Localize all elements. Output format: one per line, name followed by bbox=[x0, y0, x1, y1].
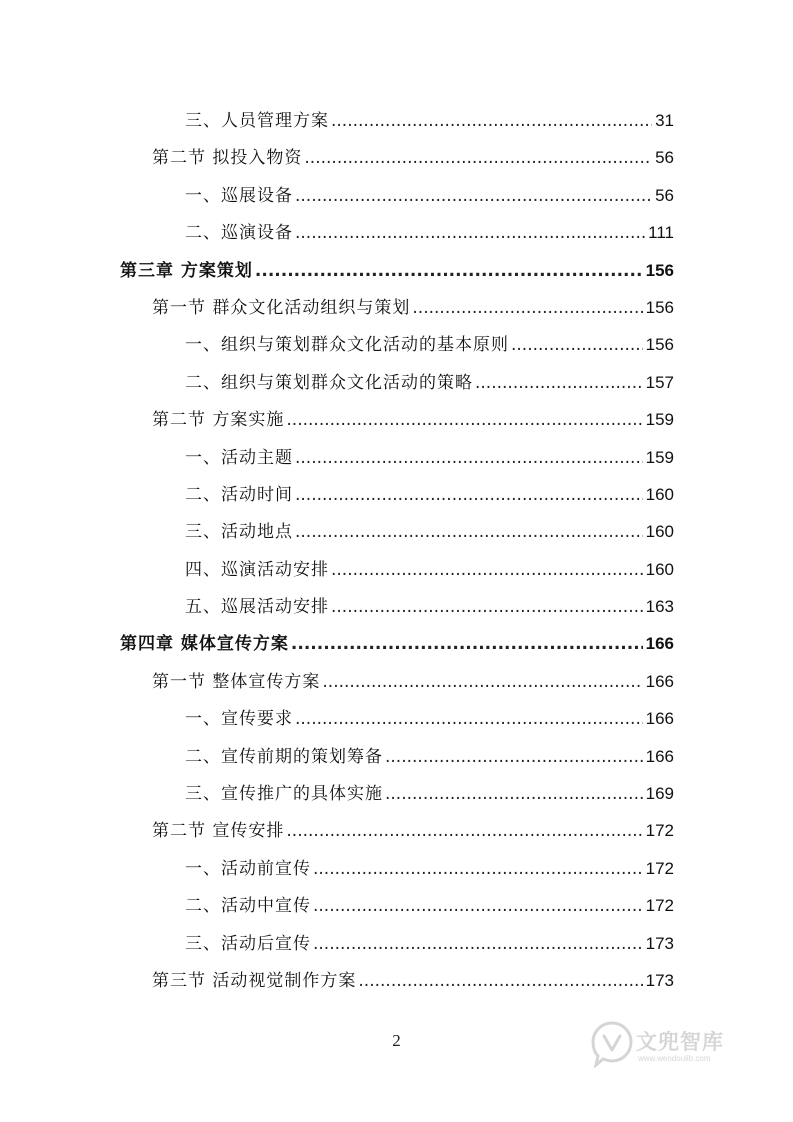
toc-entry-page-number: 160 bbox=[645, 559, 674, 579]
toc-dot-leader bbox=[322, 664, 642, 701]
toc-entry-page-number: 169 bbox=[645, 784, 674, 804]
toc-entry[interactable] bbox=[0, 962, 793, 999]
toc-entry[interactable] bbox=[0, 364, 793, 401]
toc-dot-leader bbox=[313, 851, 643, 888]
toc-entry-page-number: 166 bbox=[645, 746, 674, 766]
toc-entry-title: 第一节 整体宣传方案 bbox=[152, 671, 321, 692]
toc-entry-title: 第三节 活动视觉制作方案 bbox=[152, 970, 357, 991]
toc-entry-page-number: 156 bbox=[645, 335, 674, 355]
toc-entry[interactable] bbox=[0, 925, 793, 962]
toc-entry[interactable] bbox=[0, 102, 793, 139]
toc-entry-title: 三、宣传推广的具体实施 bbox=[185, 784, 383, 805]
toc-entry-page-number: 173 bbox=[645, 933, 674, 953]
toc-entry-page-number: 166 bbox=[645, 709, 674, 729]
toc-entry[interactable] bbox=[0, 401, 793, 438]
toc-entry[interactable] bbox=[0, 139, 793, 176]
toc-entry-page-number: 156 bbox=[645, 260, 674, 280]
toc-dot-leader bbox=[295, 215, 645, 252]
toc-dot-leader bbox=[331, 552, 643, 589]
toc-entry-page-number: 159 bbox=[645, 447, 674, 467]
toc-entry-page-number: 159 bbox=[645, 410, 674, 430]
toc-entry[interactable] bbox=[0, 551, 793, 588]
toc-dot-leader bbox=[291, 626, 643, 663]
toc-entry-title: 三、活动地点 bbox=[185, 522, 293, 543]
toc-dot-leader bbox=[385, 776, 643, 813]
toc-entry[interactable] bbox=[0, 326, 793, 363]
toc-dot-leader bbox=[295, 178, 652, 215]
toc-entry-page-number: 31 bbox=[655, 111, 674, 130]
watermark-url: www.wendoulib.com bbox=[638, 1054, 711, 1063]
toc-entry-title: 三、人员管理方案 bbox=[185, 111, 329, 131]
toc-dot-leader bbox=[295, 440, 643, 477]
toc-entry-page-number: 160 bbox=[645, 484, 674, 504]
toc-entry-page-number: 160 bbox=[645, 522, 674, 542]
toc-entry[interactable] bbox=[0, 476, 793, 513]
toc-entry-page-number: 173 bbox=[645, 970, 674, 990]
toc-entry-page-number: 163 bbox=[645, 597, 674, 617]
toc-entry[interactable] bbox=[0, 663, 793, 700]
toc-dot-leader bbox=[255, 253, 643, 290]
toc-entry-title: 五、巡展活动安排 bbox=[185, 597, 329, 618]
toc-entry[interactable] bbox=[0, 588, 793, 625]
watermark bbox=[590, 1020, 760, 1076]
toc-entry-title: 第四章 媒体宣传方案 bbox=[120, 634, 289, 655]
toc-entry-page-number: 56 bbox=[655, 185, 674, 205]
toc-entry[interactable] bbox=[0, 812, 793, 849]
toc-dot-leader bbox=[304, 140, 652, 177]
toc-dot-leader bbox=[358, 963, 642, 1000]
toc-dot-leader bbox=[286, 813, 642, 850]
toc-dot-leader bbox=[331, 589, 643, 626]
toc-entry-title: 二、巡演设备 bbox=[185, 223, 293, 244]
toc-entry-page-number: 172 bbox=[645, 896, 674, 916]
toc-entry[interactable] bbox=[0, 513, 793, 550]
toc-dot-leader bbox=[511, 327, 643, 364]
toc-entry-title: 第二节 宣传安排 bbox=[152, 821, 285, 842]
toc-entry[interactable] bbox=[0, 252, 793, 289]
toc-entry-title: 四、巡演活动安排 bbox=[185, 559, 329, 580]
toc-entry-page-number: 111 bbox=[648, 223, 674, 243]
toc-dot-leader bbox=[295, 701, 643, 738]
toc-entry-page-number: 172 bbox=[645, 821, 674, 841]
toc-entry[interactable] bbox=[0, 439, 793, 476]
table-of-contents bbox=[0, 102, 793, 999]
toc-entry[interactable] bbox=[0, 214, 793, 251]
toc-entry-title: 一、活动主题 bbox=[185, 447, 293, 468]
toc-entry[interactable] bbox=[0, 625, 793, 662]
toc-dot-leader bbox=[295, 514, 643, 551]
toc-entry-title: 一、活动前宣传 bbox=[185, 858, 311, 879]
toc-dot-leader bbox=[286, 402, 642, 439]
toc-entry[interactable] bbox=[0, 850, 793, 887]
toc-dot-leader bbox=[295, 477, 643, 514]
toc-entry-page-number: 166 bbox=[645, 671, 674, 691]
page-number: 2 bbox=[392, 1031, 401, 1050]
toc-entry[interactable] bbox=[0, 177, 793, 214]
toc-entry-title: 二、宣传前期的策划筹备 bbox=[185, 746, 383, 767]
toc-entry-title: 一、组织与策划群众文化活动的基本原则 bbox=[185, 335, 509, 356]
toc-entry-page-number: 56 bbox=[655, 148, 674, 168]
toc-entry-title: 一、巡展设备 bbox=[185, 185, 293, 206]
watermark-title: 文兜智库 bbox=[636, 1030, 724, 1054]
toc-dot-leader bbox=[331, 103, 652, 140]
toc-dot-leader bbox=[313, 926, 643, 963]
toc-entry-title: 第二节 方案实施 bbox=[152, 410, 285, 431]
watermark-logo-icon bbox=[590, 1020, 634, 1068]
toc-entry[interactable] bbox=[0, 289, 793, 326]
toc-entry-title: 第一节 群众文化活动组织与策划 bbox=[152, 297, 411, 318]
toc-entry[interactable] bbox=[0, 738, 793, 775]
toc-entry[interactable] bbox=[0, 887, 793, 924]
toc-entry-page-number: 156 bbox=[645, 297, 674, 317]
toc-entry[interactable] bbox=[0, 775, 793, 812]
toc-entry-title: 三、活动后宣传 bbox=[185, 933, 311, 954]
toc-entry-title: 二、活动时间 bbox=[185, 484, 293, 505]
toc-entry-title: 第二节 拟投入物资 bbox=[152, 148, 303, 169]
toc-entry-title: 二、组织与策划群众文化活动的策略 bbox=[185, 372, 473, 393]
toc-entry[interactable] bbox=[0, 700, 793, 737]
toc-dot-leader bbox=[412, 290, 642, 327]
toc-entry-title: 一、宣传要求 bbox=[185, 709, 293, 730]
toc-entry-title: 二、活动中宣传 bbox=[185, 896, 311, 917]
toc-entry-page-number: 166 bbox=[645, 634, 674, 654]
toc-dot-leader bbox=[313, 888, 643, 925]
toc-entry-page-number: 172 bbox=[645, 858, 674, 878]
toc-entry-page-number: 157 bbox=[645, 372, 674, 392]
toc-dot-leader bbox=[385, 739, 643, 776]
toc-entry-title: 第三章 方案策划 bbox=[120, 260, 253, 281]
toc-dot-leader bbox=[475, 365, 643, 402]
